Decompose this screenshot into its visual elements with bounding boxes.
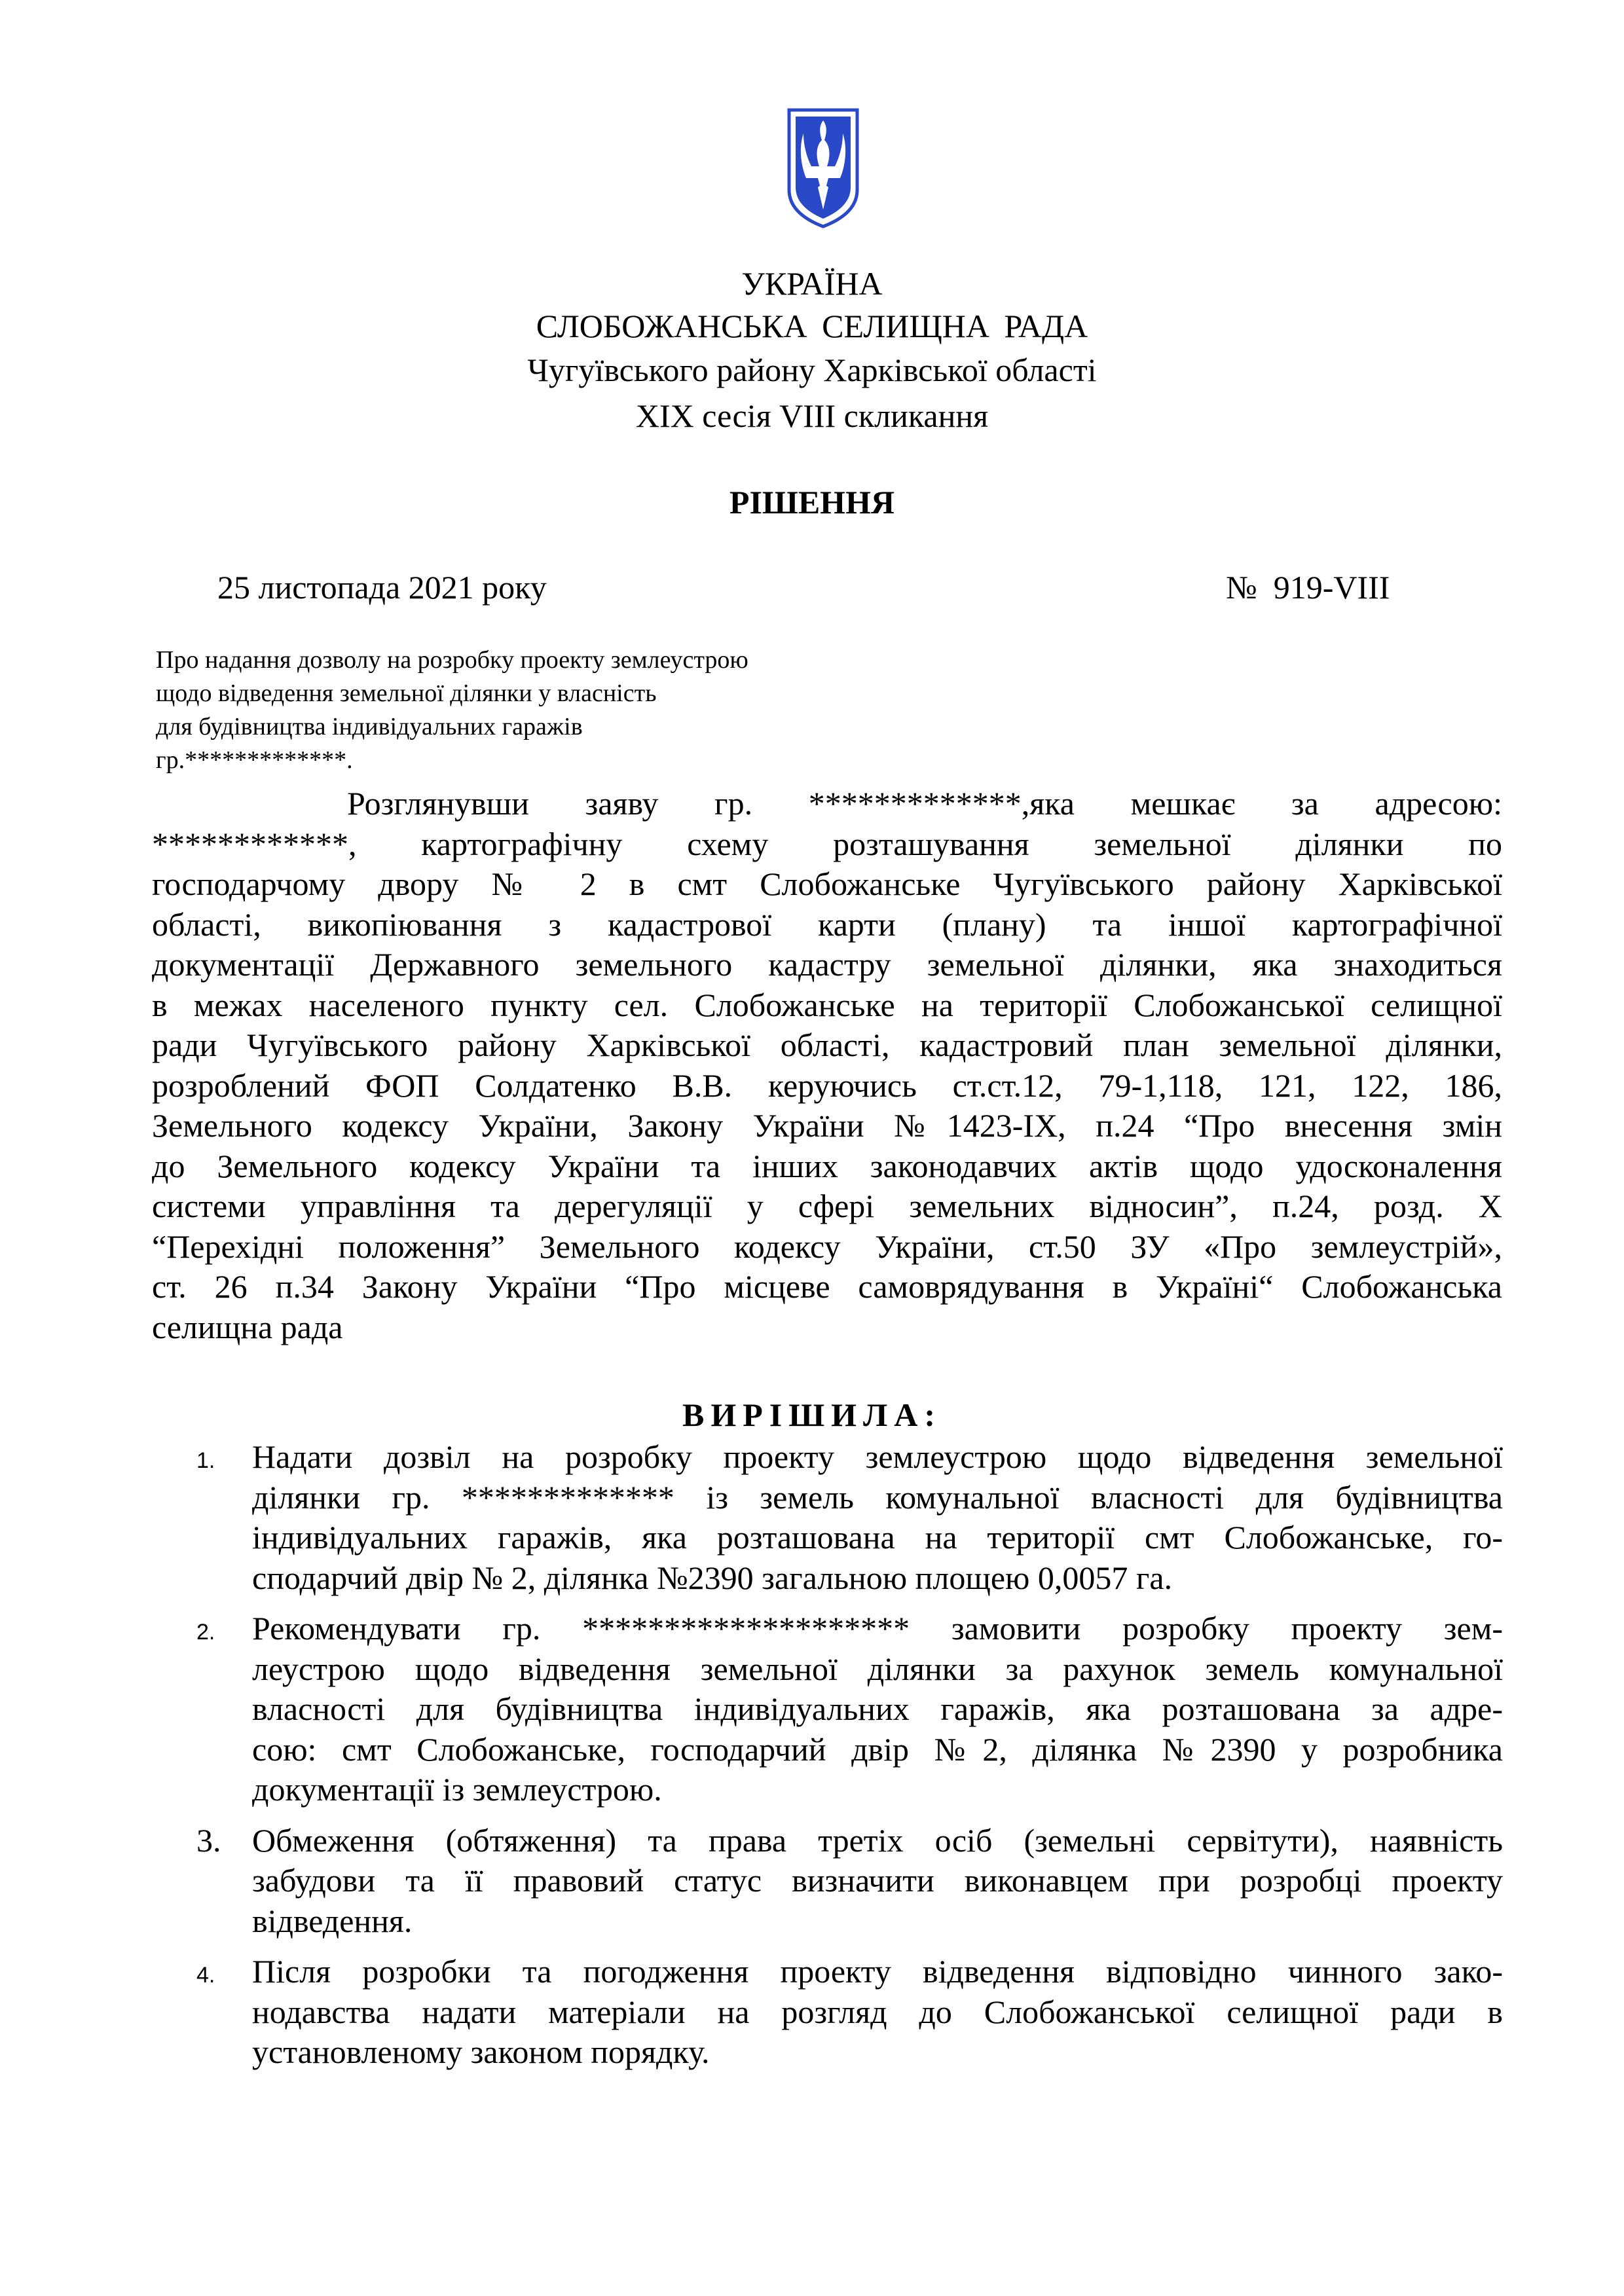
preamble-line: ст. 26 п.34 Закону України “Про місцеве самоврядування в Україні“ Слобожанська [152, 1268, 1502, 1305]
header-district: Чугуївського району Харківської області [527, 352, 1097, 388]
decision-item [196, 1821, 1503, 1942]
preamble-line: системи управління та дерегуляції у сфері земельних відносин”, п.24, розд. Х [152, 1188, 1502, 1224]
subject-line: щодо відведення земельної ділянки у власність [156, 680, 657, 707]
item-line: відведення. [252, 1902, 413, 1939]
preamble-line: документації Державного земельного кадастру земельної ділянки, яка знаходиться [152, 946, 1502, 983]
item-line: документації із землеустрою. [252, 1771, 662, 1808]
header-council: СЛОБОЖАНСЬКА СЕЛИЩНА РАДА [536, 308, 1088, 344]
resolved-heading: ВИРІШИЛА: [682, 1396, 942, 1433]
item-line: індивідуальних гаражів, яка розташована на території смт Слобожанське, го- [252, 1519, 1503, 1556]
preamble-line: Земельного кодексу України, Закону України №1423-IX, п.24 “Про внесення змін [152, 1107, 1502, 1144]
decision-date: 25 листопада 2021 року [217, 569, 547, 606]
decision-items-list [196, 1437, 1503, 2083]
preamble-line: “Перехідні положення” Земельного кодексу України, ст.50 ЗУ «Про землеустрій», [152, 1228, 1502, 1265]
preamble-line: селищна рада [152, 1308, 343, 1345]
subject-line: для будівництва індивідуальних гаражів [156, 713, 583, 740]
preamble-line: ради Чугуївського району Харківської області, кадастровий план земельної ділянки, [152, 1027, 1502, 1063]
item-line: Після розробки та погодження проекту відведення відповідно чинного зако- [252, 1953, 1503, 1990]
subject-line: Про надання дозволу на розробку проекту землеустрою [156, 646, 748, 674]
item-number: 3. [196, 1821, 221, 1859]
item-number: 1. [196, 1448, 215, 1473]
item-number: 2. [196, 1620, 215, 1645]
item-line: сподарчий двір № 2, ділянка №2390 загальною площею 0,0057 га. [252, 1559, 1173, 1596]
header-country: УКРАЇНА [741, 265, 883, 302]
preamble-line: в межах населеного пункту сел. Слобожанське на території Слобожанської селищної [152, 986, 1502, 1023]
header-session: XIX сесія VIII скликання [635, 397, 989, 434]
item-line: нодавства надати матеріали на розгляд до Слобожанської селищної ради в [252, 1993, 1503, 2030]
preamble-line: Розглянувши заяву гр. *************,яка мешкає за адресою: [347, 785, 1502, 822]
item-number: 4. [196, 1963, 215, 1988]
preamble-line: ************, картографічну схему розташування земельної ділянки по [152, 825, 1502, 862]
item-line: ділянки гр. ************* із земель комунальної власності для будівництва [252, 1478, 1503, 1516]
decision-item [196, 1952, 1503, 2073]
decision-item [196, 1437, 1503, 1598]
item-line: Обмеження (обтяження) та права третіх осіб (земельні сервітути), наявність [252, 1821, 1503, 1859]
item-line: Рекомендувати гр. ******************** замовити розробку проекту зем- [252, 1610, 1503, 1647]
item-line: сою: смт Слобожанське, господарчий двір №2, ділянка №2390 у розробника [252, 1730, 1503, 1768]
preamble-line: господарчому двору № 2 в смт Слобожанське Чугуївського району Харківської [152, 866, 1502, 902]
decision-subject [156, 644, 942, 777]
coat-of-arms-emblem [784, 106, 862, 230]
preamble-line: області, викопіювання з кадастрової карти (плану) та іншої картографічної [152, 905, 1502, 943]
decision-item [196, 1609, 1503, 1810]
preamble-line: до Земельного кодексу України та інших законодавчих актів щодо удосконалення [152, 1147, 1502, 1184]
decision-number: № 919-VIII [1226, 569, 1390, 606]
item-line: леустрою щодо відведення земельної ділянки за рахунок земель комунальної [252, 1650, 1503, 1687]
preamble-paragraph [152, 784, 1502, 1347]
item-line: установленому законом порядку. [252, 2033, 710, 2070]
preamble-line: розроблений ФОП Солдатенко В.В. керуючись ст.ст.12, 79-1,118, 121, 122, 186, [152, 1066, 1502, 1104]
subject-line: гр.*************. [156, 746, 353, 774]
document-title: РІШЕННЯ [729, 484, 895, 520]
item-line: забудови та її правовий статус визначити виконавцем при розробці проекту [252, 1862, 1503, 1899]
item-line: власності для будівництва індивідуальних гаражів, яка розташована за адре- [252, 1690, 1503, 1727]
item-line: Надати дозвіл на розробку проекту землеустрою щодо відведення земельної [252, 1438, 1503, 1475]
